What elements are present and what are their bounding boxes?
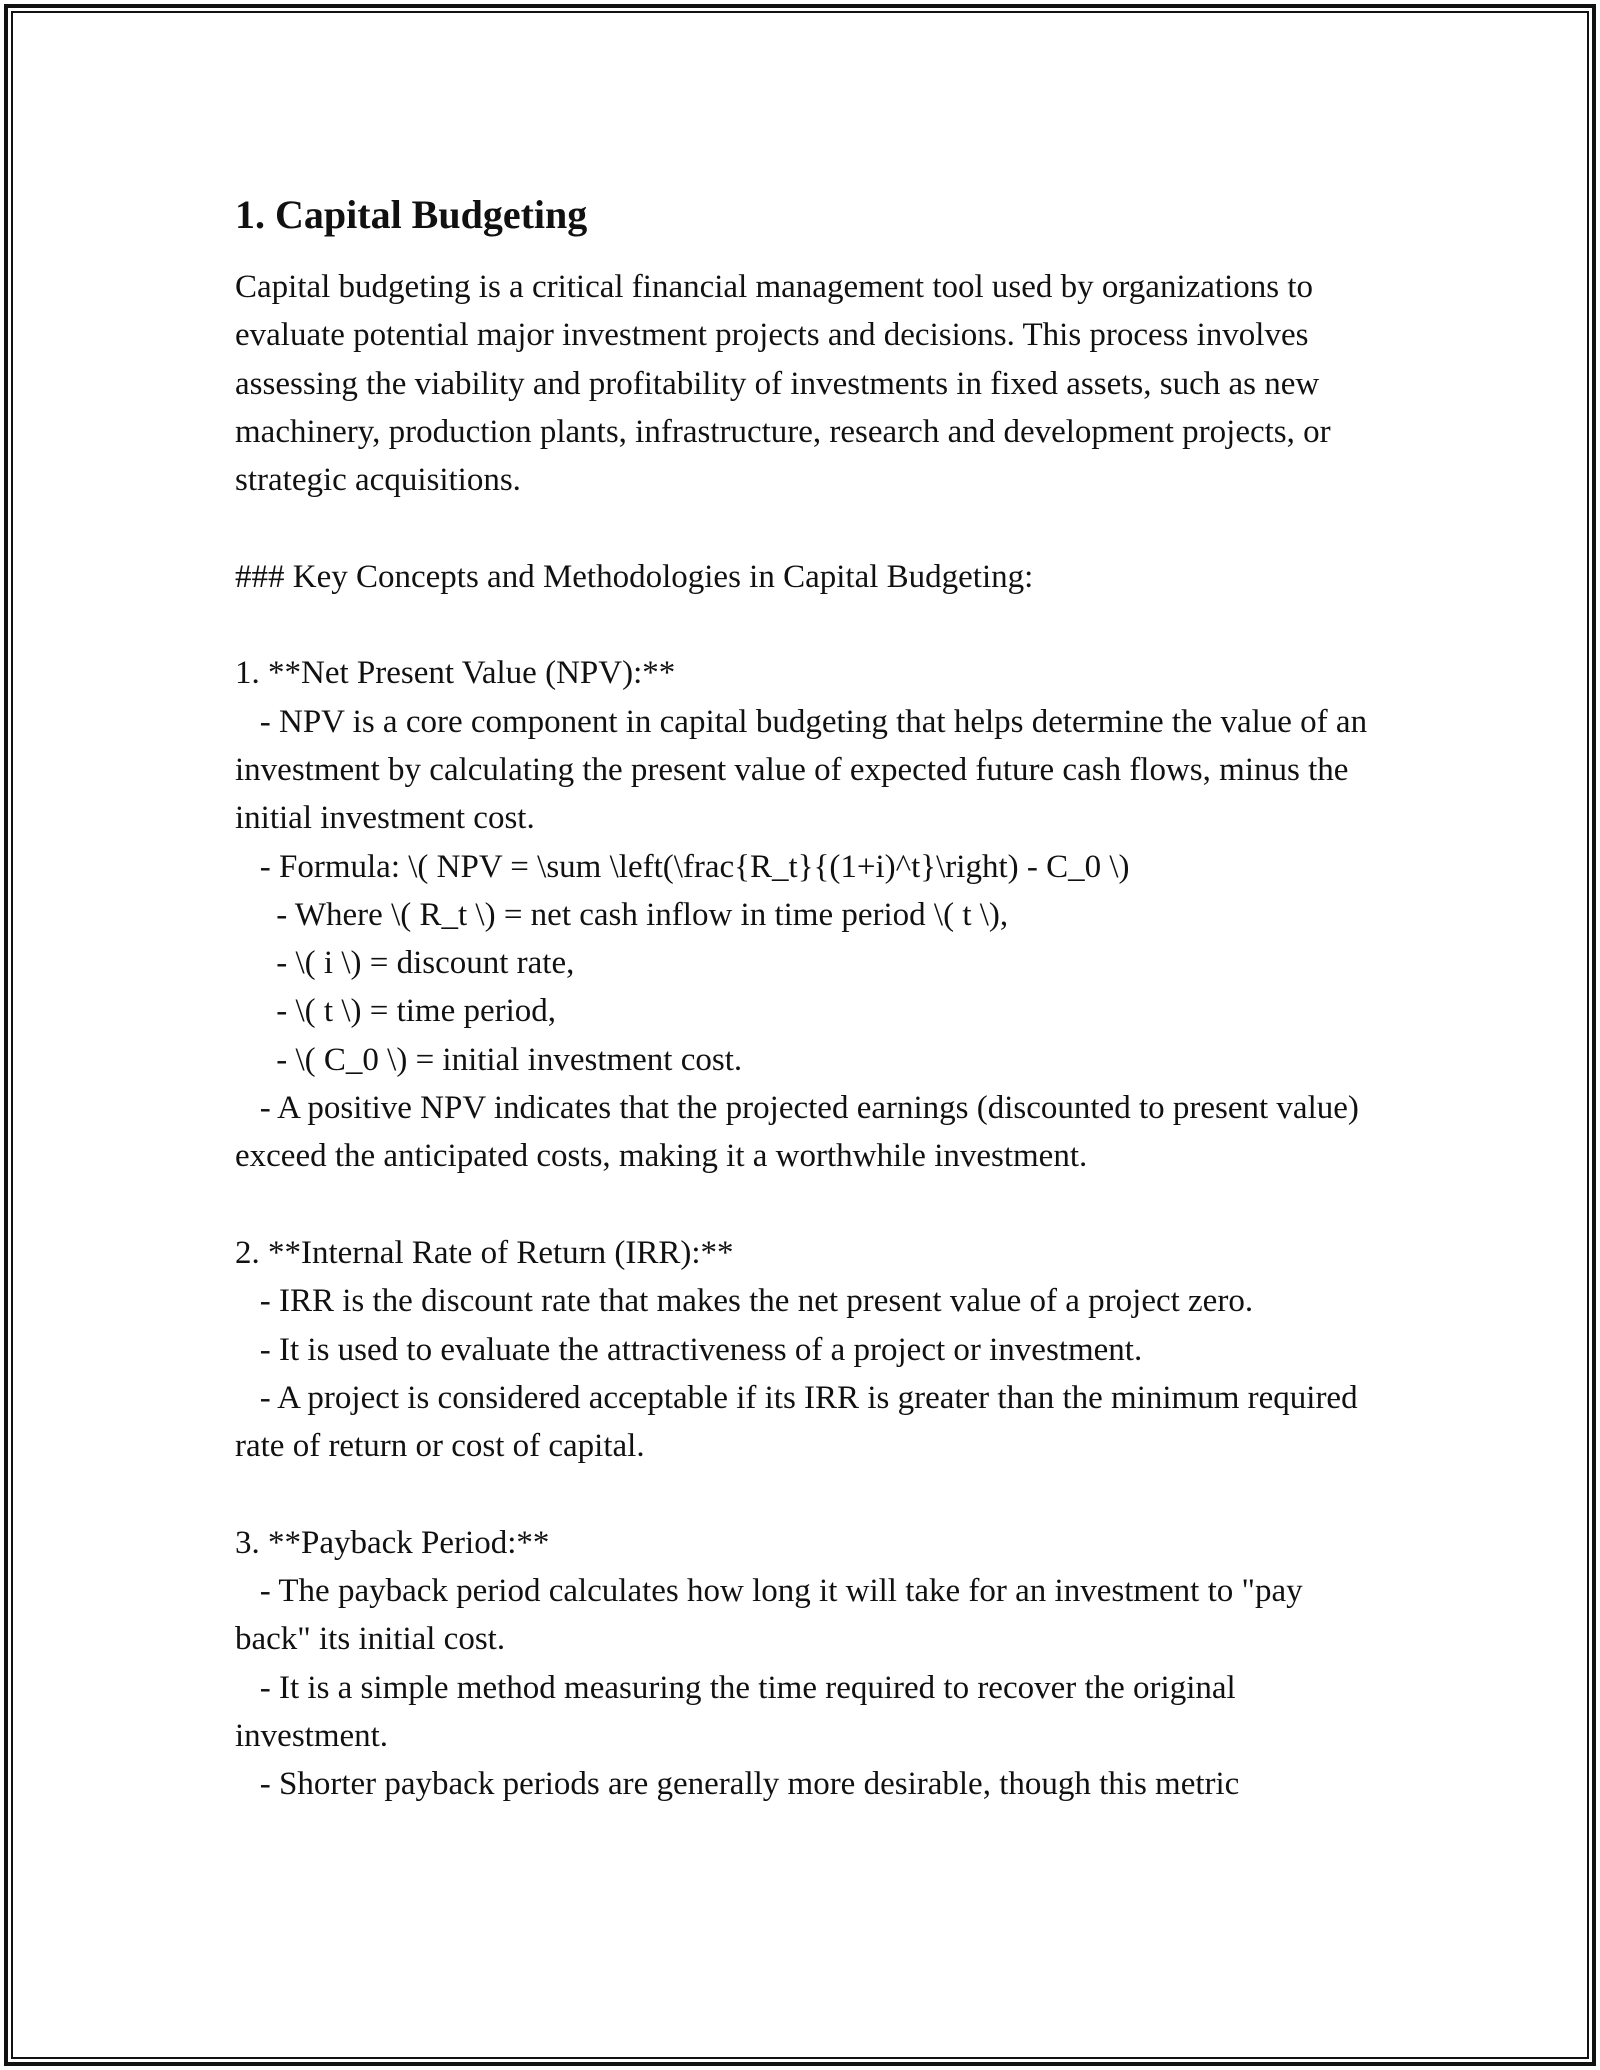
section-title: 1. Capital Budgeting: [235, 192, 588, 237]
document-content: [235, 187, 1385, 1809]
section-body: Capital budgeting is a critical financial management tool used by organizations to evaluate potential major investment projects and decisions. This process involves assessing the viability and profitability of investments in fixed assets, such as new machinery, production plants, infrastructure, research and development projects, or strategic acquisitions. ### Key Concepts and Methodologies in Capital Budgeting: 1. **Net Present Value (NPV):** - NPV is a core component in capital budgeting that helps determine the value of an investment by calculating the present value of expected future cash flows, minus the initial investment cost. - Formula: \( NPV = \sum \left(\frac{R_t}{(1+i)^t}\right) - C_0 \) - Where \( R_t \) = net cash inflow in time period \( t \), - \( i \) = discount rate, - \( t \) = time period, - \( C_0 \) = initial investment cost. - A positive NPV indicates that the projected earnings (discounted to present value) exceed the anticipated costs, making it a worthwhile investment. 2. **Internal Rate of Return (IRR):** - IRR is the discount rate that makes the net present value of a project zero. - It is used to evaluate the attractiveness of a project or investment. - A project is considered acceptable if its IRR is greater than the minimum required rate of return or cost of capital. 3. **Payback Period:** - The payback period calculates how long it will take for an investment to "pay back" its initial cost. - It is a simple method measuring the time required to recover the original investment. - Shorter payback periods are generally more desirable, though this metric: [235, 269, 1368, 1803]
